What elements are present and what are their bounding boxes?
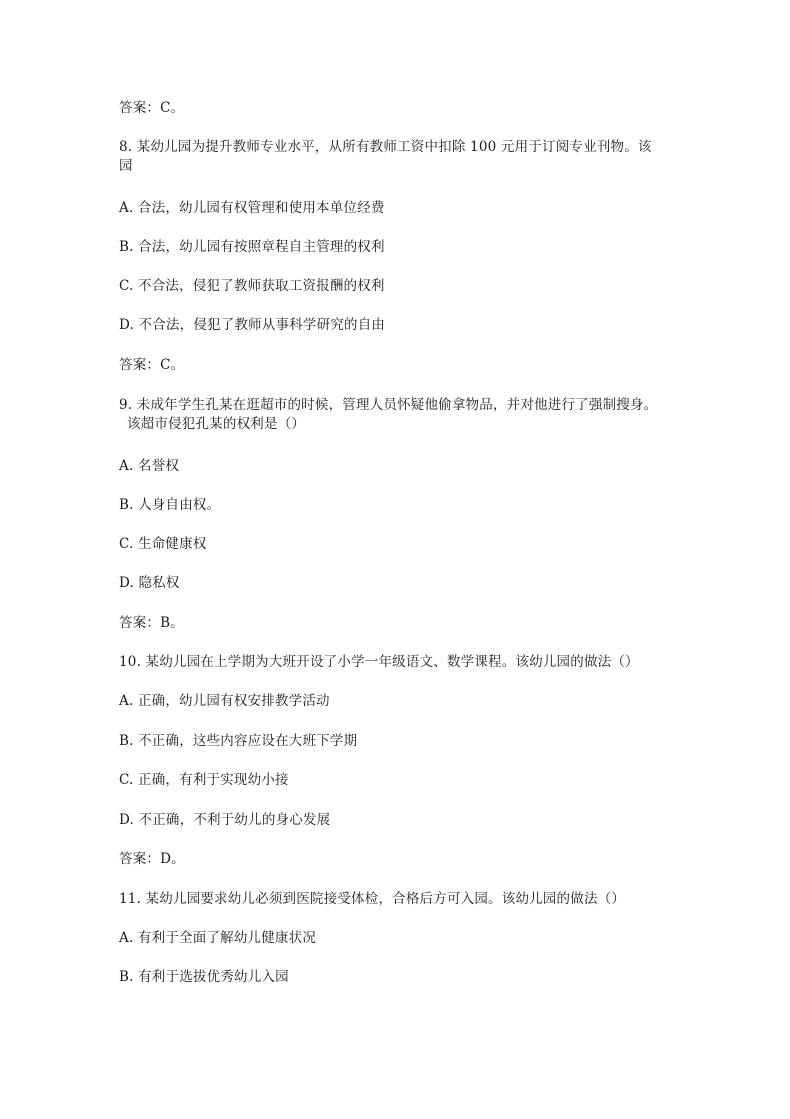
answer-line: 答案：C。 (119, 100, 185, 116)
answer-line: 答案：B。 (119, 615, 184, 631)
question-11-text: 11. 某幼儿园要求幼儿必须到医院接受体检，合格后方可入园。该幼儿园的做法（） (119, 891, 626, 907)
option-a: A. 名誉权 (119, 458, 180, 474)
option-b: B. 有利于选拔优秀幼儿入园 (119, 969, 289, 985)
option-d: D. 隐私权 (119, 575, 180, 591)
question-9-text-continued: 该超市侵犯孔某的权利是（） (127, 416, 306, 432)
question-9-text: 9. 未成年学生孔某在逛超市的时候，管理人员怀疑他偷拿物品，并对他进行了强制搜身。 (119, 397, 658, 413)
option-b: B. 合法，幼儿园有按照章程自主管理的权利 (119, 239, 385, 255)
option-a: A. 合法，幼儿园有权管理和使用本单位经费 (119, 200, 385, 216)
answer-line: 答案：C。 (119, 357, 185, 373)
option-b: B. 人身自由权。 (119, 497, 221, 513)
question-8-text-continued: 园 (119, 158, 133, 174)
option-d: D. 不正确，不利于幼儿的身心发展 (119, 812, 331, 828)
answer-line: 答案：D。 (119, 851, 185, 867)
option-c: C. 生命健康权 (119, 536, 207, 552)
option-a: A. 正确，幼儿园有权安排教学活动 (119, 693, 330, 709)
option-b: B. 不正确，这些内容应设在大班下学期 (119, 733, 358, 749)
question-8-text: 8. 某幼儿园为提升教师专业水平，从所有教师工资中扣除 100 元用于订阅专业刊物。该 (119, 139, 652, 155)
question-10-text: 10. 某幼儿园在上学期为大班开设了小学一年级语文、数学课程。该幼儿园的做法（） (119, 654, 639, 670)
option-c: C. 正确，有利于实现幼小接 (119, 772, 289, 788)
option-a: A. 有利于全面了解幼儿健康状况 (119, 930, 317, 946)
option-c: C. 不合法，侵犯了教师获取工资报酬的权利 (119, 278, 385, 294)
option-d: D. 不合法，侵犯了教师从事科学研究的自由 (119, 317, 386, 333)
